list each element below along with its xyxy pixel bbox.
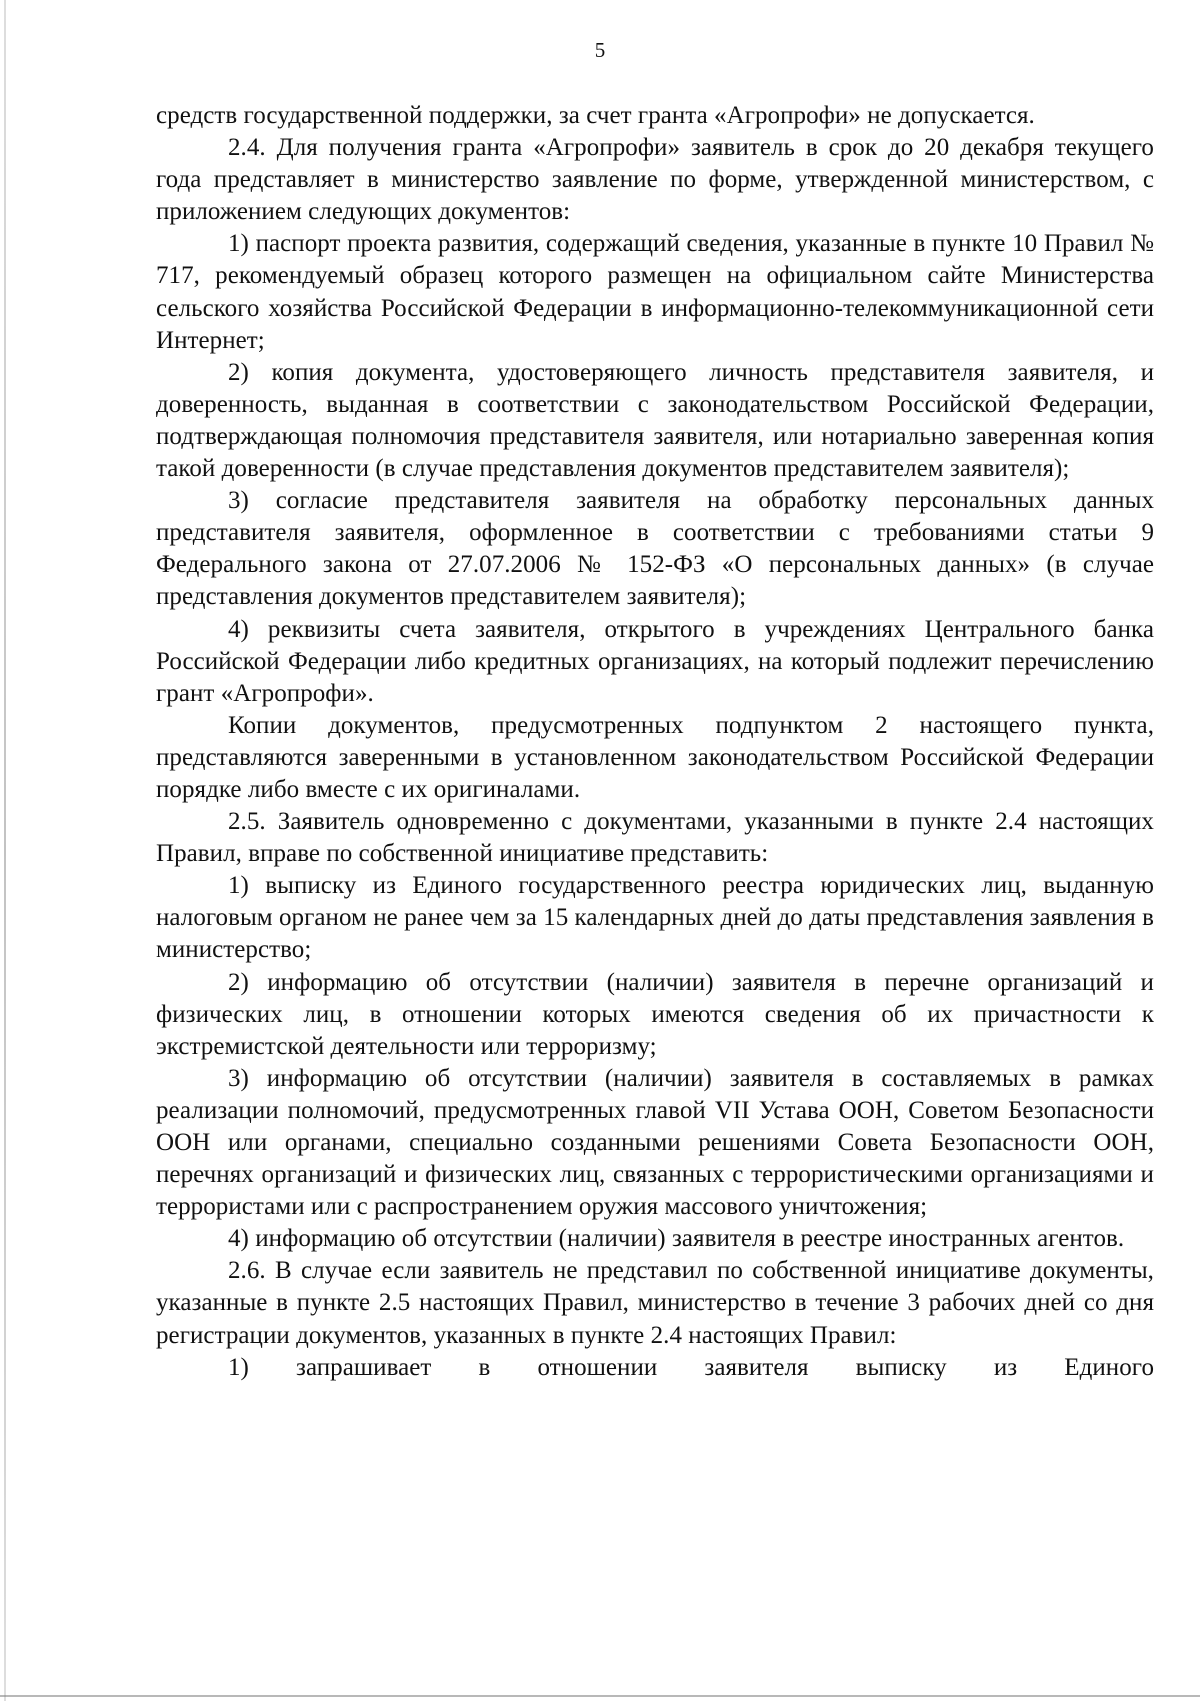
document-body: [156, 100, 1154, 1384]
list-item-2-6-1: 1) запрашивает в отношении заявителя выписку из Единого: [228, 1353, 1154, 1381]
list-item-2-5-4: 4) информацию об отсутствии (наличии) заявителя в реестре иностранных агентов.: [228, 1225, 1125, 1253]
list-item-2-4-1: 1) паспорт проекта развития, содержащий сведения, указанные в пункте 10 Правил № 717, рекомендуемый образец которого размещен на официальном сайте Министерства сельского хозяйства Российской Федерации в информационно-телекоммуникационной сети Интернет;: [156, 230, 1154, 354]
paragraph-copies: Копии документов, предусмотренных подпунктом 2 настоящего пункта, представляются заверенными в установленном законодательством Российской Федерации порядке либо вместе с их оригиналами.: [156, 711, 1154, 803]
list-item-2-4-4: 4) реквизиты счета заявителя, открытого в учреждениях Центрального банка Российской Федерации либо кредитных организациях, на который подлежит перечислению грант «Агропрофи».: [156, 615, 1154, 707]
list-item-2-4-2: 2) копия документа, удостоверяющего личность представителя заявителя, и доверенность, выданная в соответствии с законодательством Российской Федерации, подтверждающая полномочия представителя заявителя, или нотариально заверенная копия такой доверенности (в случае представления документов представителем заявителя);: [156, 358, 1154, 483]
paragraph-2-4: 2.4. Для получения гранта «Агропрофи» заявитель в срок до 20 декабря текущего года представляет в министерство заявление по форме, утвержденной министерством, с приложением следующих документов:: [156, 134, 1154, 226]
scan-edge-left: [4, 0, 6, 1701]
paragraph-2-6: 2.6. В случае если заявитель не представил по собственной инициативе документы, указанные в пункте 2.5 настоящих Правил, министерство в течение 3 рабочих дней со дня регистрации документов, указанных в пункте 2.4 настоящих Правил:: [156, 1257, 1154, 1349]
paragraph-2-5: 2.5. Заявитель одновременно с документами, указанными в пункте 2.4 настоящих Правил, вправе по собственной инициативе представить:: [156, 808, 1154, 868]
paragraph-continuation: средств государственной поддержки, за счет гранта «Агропрофи» не допускается.: [156, 102, 1035, 129]
scan-edge-bottom: [0, 1695, 1200, 1697]
list-item-2-5-2: 2) информацию об отсутствии (наличии) заявителя в перечне организаций и физических лиц, в отношении которых имеются сведения об их причастности к экстремистской деятельности или терроризму;: [156, 968, 1154, 1060]
page-number: 5: [594, 38, 606, 62]
list-item-2-5-3: 3) информацию об отсутствии (наличии) заявителя в составляемых в рамках реализации полномочий, предусмотренных главой VII Устава ООН, Советом Безопасности ООН или органами, специально созданными решениями Совета Безопасности ООН, перечнях организаций и физических лиц, связанных с террористическими организациями и террористами или с распространением оружия массового уничтожения;: [156, 1064, 1154, 1221]
list-item-2-5-1: 1) выписку из Единого государственного реестра юридических лиц, выданную налоговым органом не ранее чем за 15 календарных дней до даты представления заявления в министерство;: [156, 872, 1154, 964]
list-item-2-4-3: 3) согласие представителя заявителя на обработку персональных данных представителя заявителя, оформленное в соответствии с требованиями статьи 9 Федерального закона от 27.07.2006 № 152-ФЗ «О персональных данных» (в случае представления документов представителем заявителя);: [156, 487, 1154, 611]
